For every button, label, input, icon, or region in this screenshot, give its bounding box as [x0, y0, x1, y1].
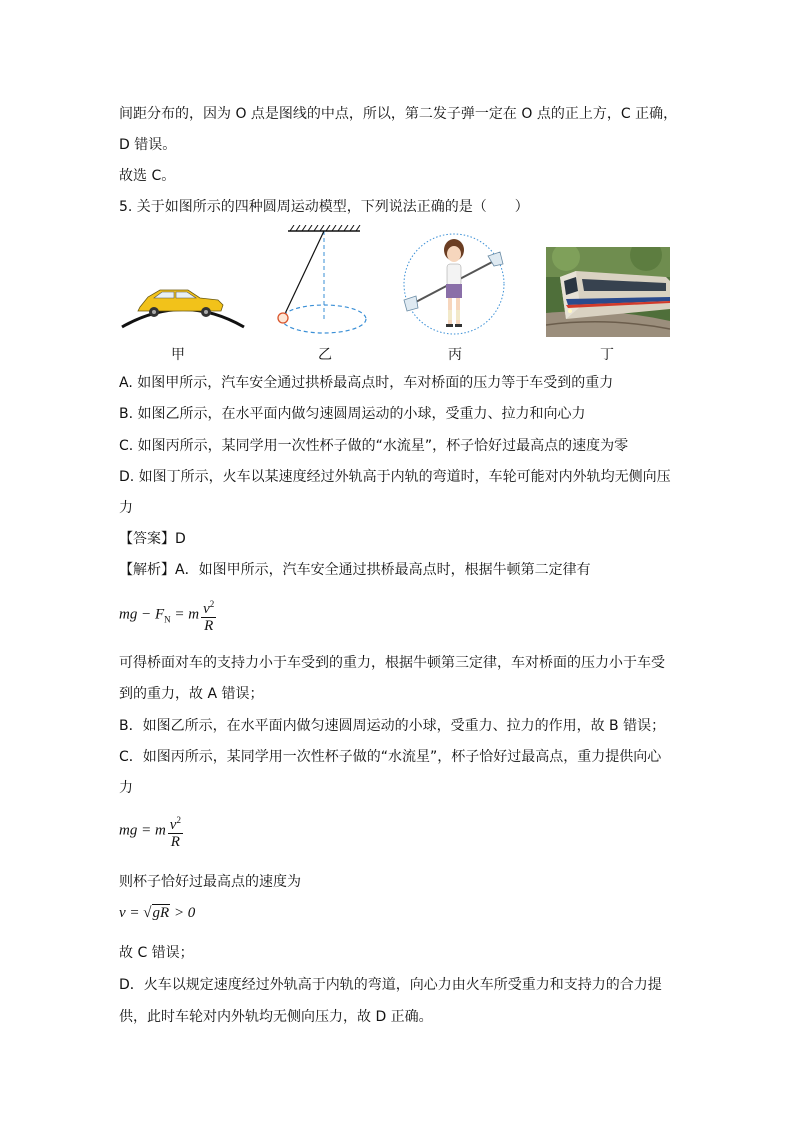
formula-part: mg = m: [119, 822, 166, 839]
fraction-sup: 2: [209, 599, 215, 609]
fraction-denominator: R: [170, 834, 180, 850]
option-b: B. 如图乙所示，在水平面内做匀速圆周运动的小球，受重力、拉力和向心力: [119, 406, 586, 422]
text-line: C．如图丙所示，某同学用一次性杯子做的“水流星”，杯子恰好过最高点，重力提供向心: [119, 749, 662, 765]
text-line: 力: [119, 780, 133, 796]
formula-speed: [119, 905, 195, 922]
caption-bing: 丙: [448, 347, 462, 363]
answer-label: 【答案】: [119, 531, 175, 547]
text-line: D 错误。: [119, 137, 177, 153]
text-line: 故选 C。: [119, 168, 176, 184]
sqrt-radicand: gR: [152, 905, 170, 921]
text-line: 间距分布的，因为 O 点是图线的中点，所以，第二发子弹一定在 O 点的正上方，C 正确，: [119, 106, 678, 122]
formula-gravity-centripetal: [119, 812, 185, 850]
formula-newton-second: [119, 596, 218, 634]
analysis-line: [119, 560, 591, 580]
fraction: [168, 812, 183, 850]
option-d-cont: 力: [119, 500, 133, 516]
text-line: 供，此时车轮对内外轨均无侧向压力，故 D 正确。: [119, 1009, 433, 1025]
text-line: D．火车以规定速度经过外轨高于内轨的弯道，向心力由火车所受重力和支持力的合力提: [119, 977, 662, 993]
text-line: 可得桥面对车的支持力小于车受到的重力，根据牛顿第三定律，车对桥面的压力小于车受: [119, 655, 665, 671]
fraction-numerator: v: [169, 817, 177, 833]
caption-jia: 甲: [171, 347, 185, 363]
figure-ding-train-photo: [546, 247, 670, 337]
fraction-sup: 2: [176, 815, 181, 825]
analysis-text: A．如图甲所示，汽车安全通过拱桥最高点时，根据牛顿第二定律有: [175, 562, 591, 578]
figure-bing-water-meteor: [400, 228, 508, 338]
option-d: D. 如图丁所示，火车以某速度经过外轨高于内轨的弯道时，车轮可能对内外轨均无侧向压: [119, 469, 671, 485]
formula-part: = m: [170, 606, 200, 623]
question-5: 5. 关于如图所示的四种圆周运动模型，下列说法正确的是（ ）: [119, 199, 529, 215]
answer-value: D: [175, 531, 186, 547]
option-c: C. 如图丙所示，某同学用一次性杯子做的“水流星”，杯子恰好过最高点的速度为零: [119, 438, 629, 454]
fraction-denominator: R: [204, 618, 214, 634]
text-line: 则杯子恰好过最高点的速度为: [119, 874, 301, 890]
option-a: A. 如图甲所示，汽车安全通过拱桥最高点时，车对桥面的压力等于车受到的重力: [119, 375, 614, 391]
fraction-numerator: v: [203, 601, 210, 617]
analysis-label: 【解析】: [119, 562, 175, 578]
text-line: 故 C 错误；: [119, 945, 194, 961]
fraction: [201, 596, 216, 634]
caption-yi: 乙: [318, 347, 332, 363]
text-line: B．如图乙所示，在水平面内做匀速圆周运动的小球，受重力、拉力的作用，故 B 错误；: [119, 718, 666, 734]
formula-part: v =: [119, 905, 144, 921]
figure-yi-pendulum: [270, 225, 380, 340]
caption-ding: 丁: [600, 347, 614, 363]
figure-jia-car-bridge: [118, 272, 248, 332]
answer-line: [119, 529, 186, 549]
sqrt-sign: √: [143, 905, 152, 921]
formula-sub: N: [164, 614, 171, 625]
formula-part: mg − F: [119, 606, 165, 623]
formula-part: > 0: [170, 905, 196, 921]
text-line: 到的重力，故 A 错误；: [119, 686, 264, 702]
